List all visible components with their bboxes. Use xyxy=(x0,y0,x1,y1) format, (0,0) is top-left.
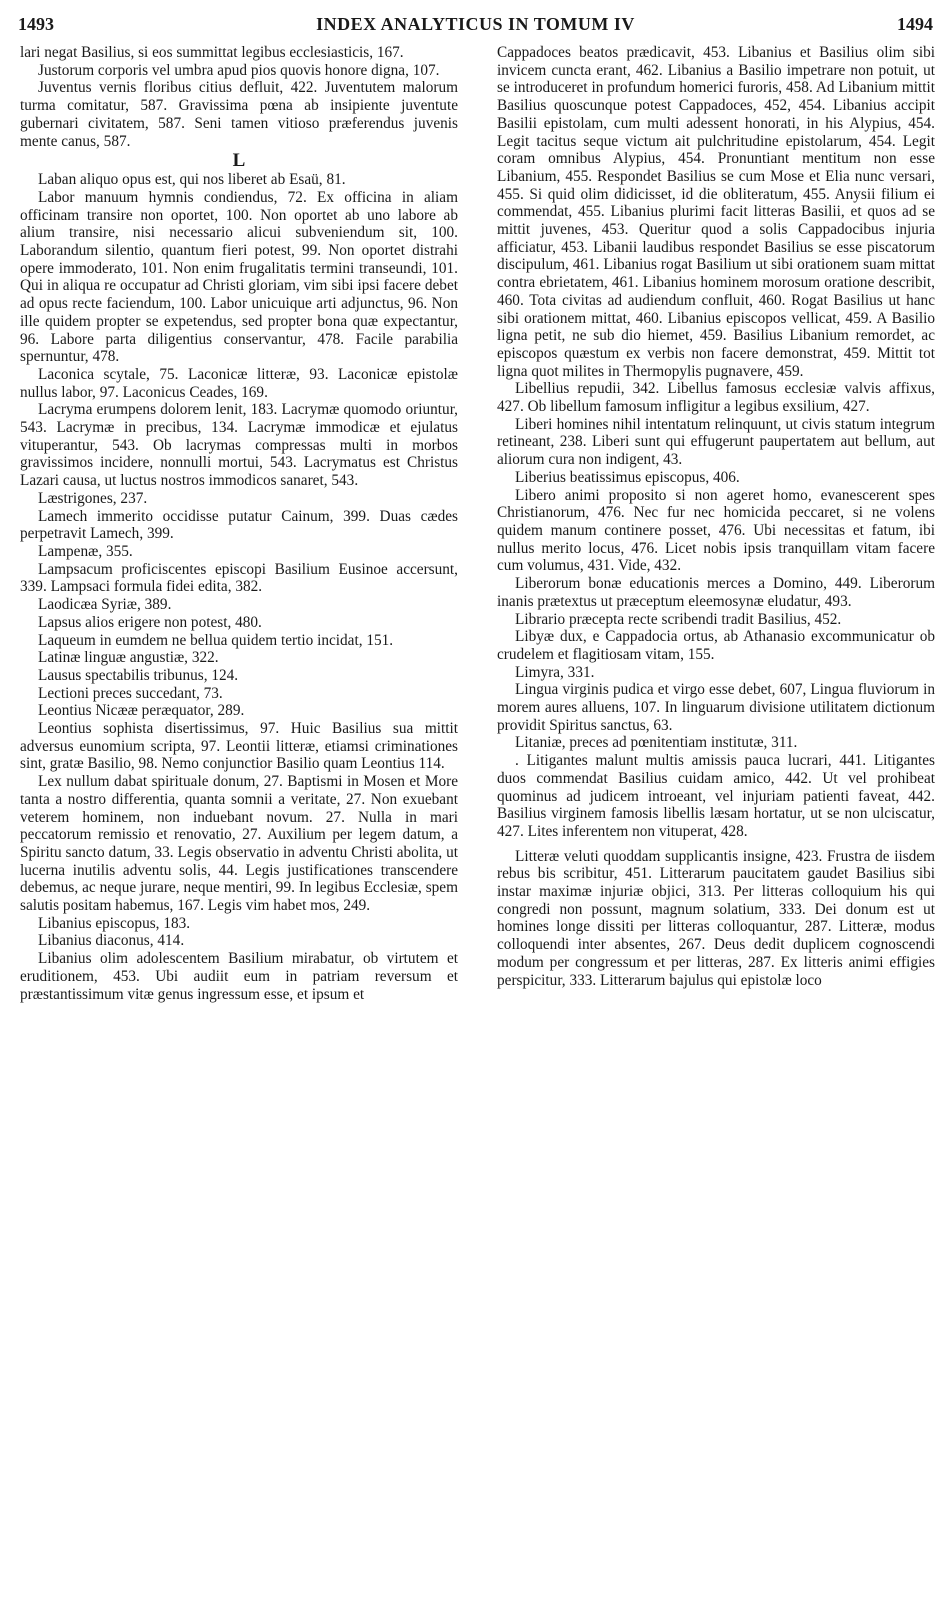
index-entry: Lampsacum proficiscentes episcopi Basilium Eusinoe accersunt, 339. Lampsaci formula fidei edita, 382. xyxy=(20,560,458,596)
index-entry: Laban aliquo opus est, qui nos liberet ab Esaü, 81. xyxy=(38,171,346,189)
section-letter: L xyxy=(232,150,246,172)
index-entry: Lex nullum dabat spirituale donum, 27. Baptismi in Mosen et More tanta a nostro differentia, quanta somnii a veritate, 27. Non exuebant veterem hominem, non induebant novum. 27. Nulla in mari peccatorum remissio et renovatio, 27. Auxilium per legem datum, a Spiritu sancto datum, 33. Legis observatio in adventu Christi abolita, ut lucerna inutilis adventu solis, 44. Legis justificationes transcendere debemus, ac neque jurare, neque mentiri, 99. In legibus Ecclesiæ, spem salutis positam habemus, 167. Legis vim habet mos, 249. xyxy=(20,773,458,915)
index-entry: Labor manuum hymnis condiendus, 72. Ex officina in aliam officinam transire non oportet, 100. Non oportet ab uno labore ab alium transire, nisi necessario alicui subveniendum sit, 100. Laborandum silentio, quantum fieri potest, 99. Non oportet distrahi opere immoderato, 101. Non enim frugalitatis termini transeundi, 101. Qui in aliqua re occupatur ad Christi gloriam, vim sibi ipsi facere debet ad opus recte faciendum, 100. Labor unicuique arti adjunctus, 96. Non ille quidem propter se expetendus, sed propter bona quæ expectantur, 96. Labore parta diligentius conservantur, 478. Facile parabilia spernuntur, 478. xyxy=(20,188,458,366)
left-entries-b xyxy=(20,171,458,1003)
index-entry: Lampenæ, 355. xyxy=(38,542,133,560)
index-entry: Litaniæ, preces ad pœnitentiam institutæ, 311. xyxy=(515,734,798,752)
index-entry: Lectioni preces succedant, 73. xyxy=(38,684,223,702)
index-entry: Libellius repudii, 342. Libellus famosus ecclesiæ valvis affixus, 427. Ob libellum famosum infligitur a legibus exsilium, 427. xyxy=(497,380,935,416)
index-entry: Libanius diaconus, 414. xyxy=(38,932,185,950)
page-number-right: 1494 xyxy=(896,14,933,34)
index-entry: Libero animi proposito si non ageret homo, evanescerent spes Christianorum, 476. Nec fur nec homicida peccaret, si ne volens quidem manum continere posset, 476. Ubi necessitas et fatum, ibi nullus merito locus, 476. Licet nobis ipsis tranquillam vitam facere cum volumus, 431. Vide, 432. xyxy=(497,486,935,575)
index-entry: Lapsus alios erigere non potest, 480. xyxy=(38,613,262,631)
index-entry: Lausus spectabilis tribunus, 124. xyxy=(38,666,239,684)
index-entry: lari negat Basilius, si eos summittat legibus ecclesiasticis, 167. xyxy=(20,44,404,61)
index-entry: Laqueum in eumdem ne bellua quidem tertio incidat, 151. xyxy=(38,631,394,649)
index-entry: Laodicæa Syriæ, 389. xyxy=(38,596,172,614)
index-entry: Lamech immerito occidisse putatur Cainum, 399. Duas cædes perpetravit Lamech, 399. xyxy=(20,507,458,543)
index-entry: Lacryma erumpens dolorem lenit, 183. Lacrymæ quomodo oriuntur, 543. Lacrymæ in precibus, 134. Lacrymæ immodicæ et ejulatus vituperantur, 543. Ob lacrymas compressas multi in morbos gravissimos incidere, nonnulli mortui, 543. Lacrymatus est Christus Lazari causa, ut luctus nostros immodicos sanaret, 543. xyxy=(20,401,458,490)
index-entry: Latinæ linguæ angustiæ, 322. xyxy=(38,649,219,667)
left-entries-a xyxy=(20,44,458,150)
index-entry: Leontius Nicææ peræquator, 289. xyxy=(38,702,245,720)
index-entry: Limyra, 331. xyxy=(515,663,595,681)
index-entry: Læstrigones, 237. xyxy=(38,489,148,507)
index-entry: Libyæ dux, e Cappadocia ortus, ab Athanasio excommunicatur ob crudelem et flagitiosam vitam, 155. xyxy=(497,628,935,663)
right-column xyxy=(497,44,935,989)
right-entries-a xyxy=(497,44,935,841)
index-entry: Libanius episcopus, 183. xyxy=(38,914,191,932)
index-entry: Liberorum bonæ educationis merces a Domino, 449. Liberorum inanis prætextus ut præceptum eleemosynæ eludatur, 493. xyxy=(497,575,935,610)
page-number-left: 1493 xyxy=(18,14,54,34)
index-entry: Laconica scytale, 75. Laconicæ litteræ, 93. Laconicæ epistolæ nullus labor, 97. Laconicus Ceades, 169. xyxy=(20,365,458,401)
left-column xyxy=(20,44,458,1003)
index-entry: Litteræ veluti quoddam supplicantis insigne, 423. Frustra de iisdem rebus bis scribitur, 451. Litterarum paucitatem gaudet Basilius sibi instar maximæ injuriæ objici, 313. Per litteras colloquium his qui congredi non possunt, magnum solatium, 333. Dei donum est ut homines longe dissiti per litteras colloquantur, 287. Litteræ, modus colloquendi inter absentes, 267. Deus dedit duplicem cognoscendi modum per congressum et per litteras, 287. Ex litteris animi effigies perspicitur, 333. Litterarum bajulus qui epistolæ loco xyxy=(497,847,935,989)
index-entry: Lingua virginis pudica et virgo esse debet, 607, Lingua fluviorum in morem aures alluens, 107. In linguarum divisione utilitatem dictionum providit Spiritus sanctus, 63. xyxy=(497,681,935,734)
index-entry: Liberi homines nihil intentatum relinquunt, ut civis statum integrum retineant, 238. Liberi sunt qui effugerunt paupertatem aut bellum, aut aliorum cura non indigent, 43. xyxy=(497,415,935,469)
index-entry: Librario præcepta recte scribendi tradit Basilius, 452. xyxy=(515,610,842,628)
index-entry: Juventus vernis floribus citius defluit, 422. Juventutem malorum turma comitatur, 587. Gravissima pœna ab insipiente juventute gubernari civitatem, 587. Seni tamen vitioso præferendus juvenis mente canus, 587. xyxy=(20,79,458,150)
index-entry: Leontius sophista disertissimus, 97. Huic Basilius sua mittit adversus eunomium scripta, 97. Leontii litteræ, etiamsi criminationes sint, gratæ Basilio, 98. Nemo conjunctior Basilio quam Leontius 114. xyxy=(20,720,458,773)
page-header xyxy=(18,14,933,40)
index-entry: Libanius olim adolescentem Basilium mirabatur, ob virtutem et eruditionem, 453. Ubi audiit eum in patriam reversum et præstantissimum vitæ genus ingressum esse, et ipsum et xyxy=(20,950,458,1003)
index-entry: Liberius beatissimus episcopus, 406. xyxy=(515,468,740,486)
right-entries-b xyxy=(497,848,935,990)
running-title: INDEX ANALYTICUS IN TOMUM IV xyxy=(316,14,635,34)
index-entry: . Litigantes malunt multis amissis pauca lucrari, 441. Litigantes duos commendat Basilius cuidam amico, 442. Ut vel prohibeat quominus ad judicem introeant, vel injuriam patienti faveat, 442. Basilius virginem famosis libellis læsam hortatur, ut se non ulciscatur, 427. Lites inferentem non vituperat, 428. xyxy=(497,752,935,840)
index-entry: Justorum corporis vel umbra apud pios quovis honore digna, 107. xyxy=(38,61,440,79)
index-entry: Cappadoces beatos prædicavit, 453. Libanius et Basilius olim sibi invicem cuncta erant, 462. Libanius a Basilio impetrare non potuit, ut se introduceret in profundum homerici furoris, 458. Ad Libanium mittit Basilius quoscunque potest Cappadoces, 452, 454. Libanius accipit Basilii epistolam, cum multi adessent honorati, in his Alypius, 454. Legit tacitus seque victum ait pulchritudine epistolarum, 454. Legit coram omnibus Alypius, 454. Pronuntiant mentitum non esse Libanium, 455. Respondet Basilius se cum Mose et Elia nunc versari, 455. Si quid olim didicisset, id die obliteratum, 455. Anysii filium ei commendat, 455. Libanius plurimi facit litteras Basilii, et quos ad se mittit juvenes, 453. Queritur quod a solis Cappadocibus injuria afficiatur, 453. Libanii laudibus respondet Basilius se esse piscatorum discipulum, 461. Libanius rogat Basilium ut sibi orationem suam mittat contra ebrietatem, 461. Libanius hominem morosum oratione describit, 460. Tota civitas ad audiendum confluit, 460. Rogat Basilius ut hanc sibi orationem mittat, 460. Libanius episcopos vellicat, 459. A Basilio ligna petit, ne sub dio hiemet, 459. Basilius Libanium remordet, ac episcopos quæstum ex verbis non facere demonstrat, 459. Mittit tot ligna quot milites in Thermopylis pugnavere, 459. xyxy=(497,44,935,380)
